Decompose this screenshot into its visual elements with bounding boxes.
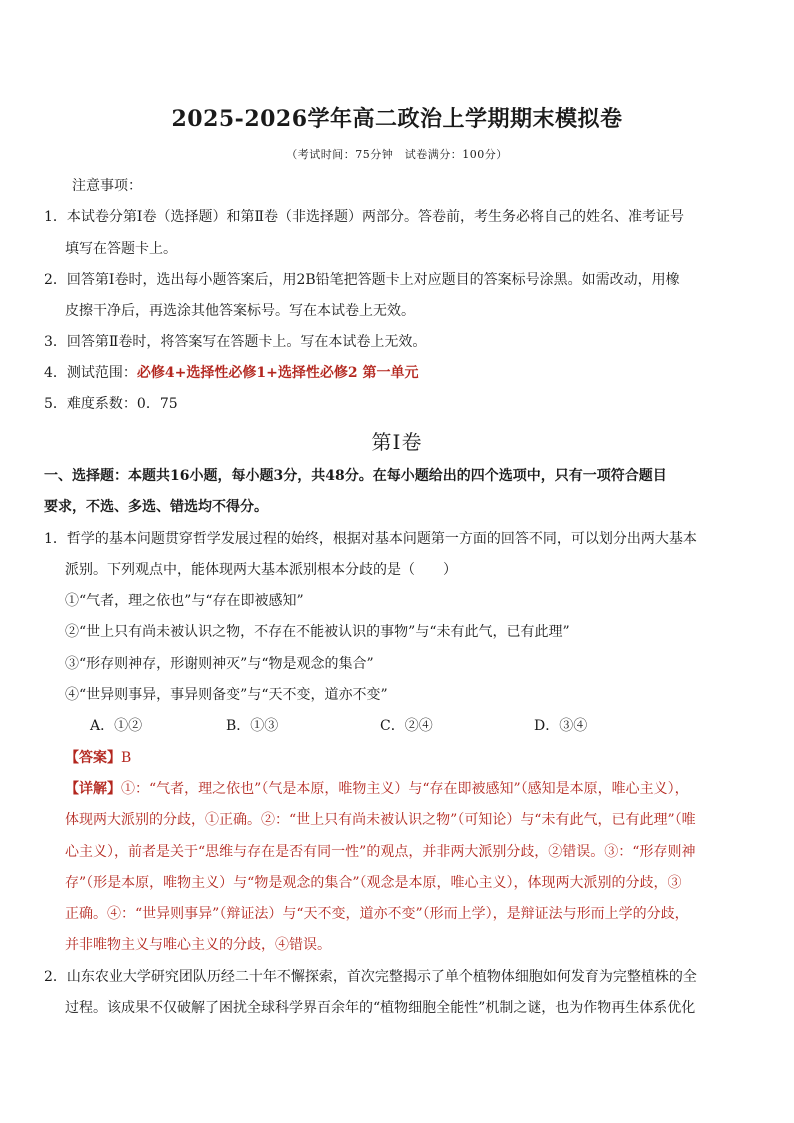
q1-statement-2: ②“世上只有尚未被认识之物，不存在不能被认识的事物”与“未有此气，已有此理”	[65, 624, 570, 640]
q1-statement-3: ③“形存则神存，形谢则神灭”与“物是观念的集合”	[65, 656, 374, 672]
q1-choice-b: B．①③	[226, 718, 279, 734]
q1-explain-1: 【详解】①：“气者，理之依也”（气是本原，唯物主义）与“存在即被感知”（感知是本原，唯心主义），	[65, 781, 689, 797]
q1-statement-1: ①“气者，理之依也”与“存在即被感知”	[65, 593, 304, 609]
notice-item-5: 5．难度系数：0．75	[44, 396, 178, 412]
notice-heading: 注意事项：	[72, 178, 142, 194]
notice-item-2: 2．回答第Ⅰ卷时，选出每小题答案后，用2B铅笔把答题卡上对应题目的答案标号涂黑。如需改动，用橡	[44, 272, 680, 288]
section-title: 第Ⅰ卷	[371, 430, 423, 454]
part1-instructions-cont: 要求，不选、多选、错选均不得分。	[44, 499, 268, 515]
notice-item-1: 1．本试卷分第Ⅰ卷（选择题）和第Ⅱ卷（非选择题）两部分。答卷前，考生务必将自己的姓名、准考证号	[44, 209, 684, 225]
q1-choice-d: D．③④	[534, 718, 588, 734]
part1-instructions: 一、选择题：本题共16小题，每小题3分，共48分。在每小题给出的四个选项中，只有一项符合题目	[44, 468, 667, 484]
q1-explain-4: 存”（形是本原，唯物主义）与“物是观念的集合”（观念是本原，唯心主义），体现两大派别的分歧，③	[65, 875, 682, 891]
q1-stem-cont: 派别。下列观点中，能体现两大基本派别根本分歧的是（ ）	[65, 562, 457, 578]
notice-item-3: 3．回答第Ⅱ卷时，将答案写在答题卡上。写在本试卷上无效。	[44, 334, 427, 350]
q1-explain-3: 心主义），前者是关于“思维与存在是否有同一性”的观点，并非两大派别分歧，②错误。③：“形存则神	[65, 844, 696, 860]
q1-choice-a: A．①②	[90, 718, 143, 734]
q2-stem: 2．山东农业大学研究团队历经二十年不懈探索，首次完整揭示了单个植物体细胞如何发育为完整植株的全	[44, 969, 697, 985]
q1-statement-4: ④“世异则事异，事异则备变”与“天不变，道亦不变”	[65, 687, 388, 703]
q1-stem: 1．哲学的基本问题贯穿哲学发展过程的始终，根据对基本问题第一方面的回答不同，可以划分出两大基本	[44, 531, 697, 547]
notice-item-1-cont: 填写在答题卡上。	[65, 241, 177, 257]
q1-explain-6: 并非唯物主义与唯心主义的分歧，④错误。	[65, 937, 331, 953]
q1-choice-c: C．②④	[380, 718, 433, 734]
q2-stem-cont: 过程。该成果不仅破解了困扰全球科学界百余年的“植物细胞全能性”机制之谜，也为作物再生体系优化	[65, 1000, 696, 1016]
q1-explain-5: 正确。④：“世异则事异”（辩证法）与“天不变，道亦不变”（形而上学），是辩证法与形而上学的分歧，	[65, 906, 689, 922]
q1-answer: 【答案】B	[65, 750, 132, 766]
q1-explain-2: 体现两大派别的分歧，①正确。②：“世上只有尚未被认识之物”（可知论）与“未有此气，已有此理”（唯	[65, 812, 696, 828]
page-title: 2025-2026学年高二政治上学期期末模拟卷	[171, 106, 623, 132]
notice-item-4: 4．测试范围：必修4+选择性必修1+选择性必修2 第一单元	[44, 365, 419, 381]
exam-subtitle: （考试时间：75分钟 试卷满分：100分）	[286, 148, 508, 161]
notice-item-2-cont: 皮擦干净后，再选涂其他答案标号。写在本试卷上无效。	[65, 303, 415, 319]
test-scope: 必修4+选择性必修1+选择性必修2 第一单元	[136, 365, 419, 381]
